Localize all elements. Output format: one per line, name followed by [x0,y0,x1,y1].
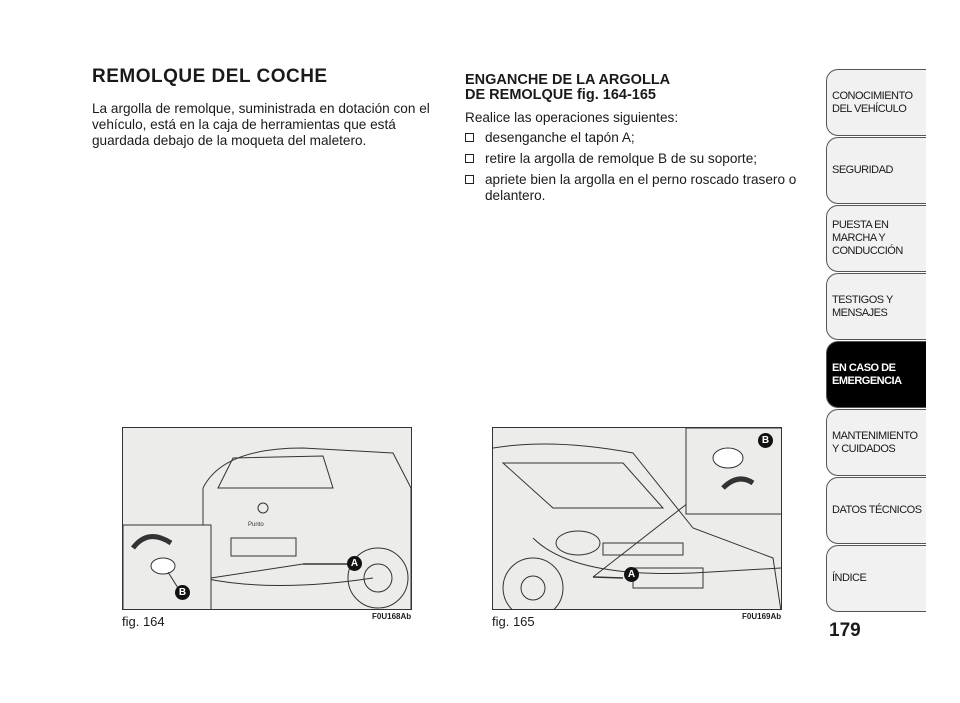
title-line: ENGANCHE DE LA ARGOLLA [465,72,671,88]
steps-list [465,130,810,209]
subsection-title [465,73,670,103]
step-text: retire la argolla de remolque B de su soporte; [485,151,758,166]
list-item [465,151,810,167]
figure-165-caption: fig. 165 [492,614,535,629]
tab-emergencia[interactable]: EN CASO DE EMERGENCIA [826,341,926,408]
steps-intro: Realice las operaciones siguientes: [465,110,679,125]
tab-puesta-en-marcha[interactable]: PUESTA EN MARCHA Y CONDUCCIÓN [826,205,926,272]
callout-b: B [758,433,773,448]
section-title: REMOLQUE DEL COCHE [92,66,328,87]
figure-164-code: F0U168Ab [372,612,412,621]
page-number: 179 [829,620,861,641]
tab-indice[interactable]: ÍNDICE [826,545,926,612]
step-text: desenganche el tapón A; [485,130,635,145]
car-badge: Punto [248,522,264,528]
tab-testigos[interactable]: TESTIGOS Y MENSAJES [826,273,926,340]
tab-mantenimiento[interactable]: MANTENIMIENTO Y CUIDADOS [826,409,926,476]
list-item [465,130,810,146]
figure-165-image [492,427,782,610]
checkbox-bullet-icon [465,175,474,184]
callout-b: B [175,585,190,600]
figure-164-caption: fig. 164 [122,614,165,629]
figure-164-image [122,427,412,610]
callout-a: A [347,556,362,571]
checkbox-bullet-icon [465,133,474,142]
tab-conocimiento[interactable]: CONOCIMIENTO DEL VEHÍCULO [826,69,926,136]
tab-seguridad[interactable]: SEGURIDAD [826,137,926,204]
list-item [465,172,810,204]
figure-165-code: F0U169Ab [742,612,782,621]
step-text: apriete bien la argolla en el perno roscado trasero o delantero. [485,172,797,203]
checkbox-bullet-icon [465,154,474,163]
callout-a: A [624,567,639,582]
tab-datos-tecnicos[interactable]: DATOS TÉCNICOS [826,477,926,544]
title-line: DE REMOLQUE fig. 164-165 [465,87,656,103]
intro-paragraph: La argolla de remolque, suministrada en dotación con el vehículo, está en la caja de herramientas que está guardada debajo de la moqueta del maletero. [92,101,430,148]
